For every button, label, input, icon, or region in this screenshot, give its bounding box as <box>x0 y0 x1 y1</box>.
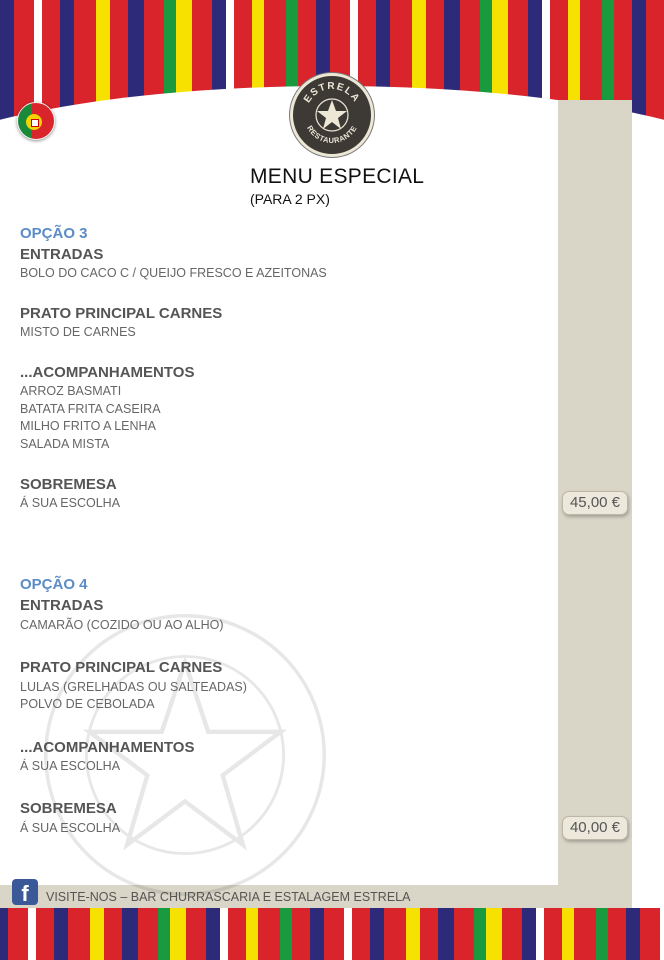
estrela-logo <box>290 73 374 157</box>
option-3-sobremesa-heading: SOBREMESA <box>20 476 117 493</box>
banner-stripe <box>454 908 474 960</box>
banner-stripe <box>228 908 246 960</box>
banner-stripe <box>522 908 536 960</box>
banner-stripe <box>292 908 310 960</box>
option-4-price-badge: 40,00 € <box>562 816 628 840</box>
banner-stripe <box>138 908 158 960</box>
option-3-label: OPÇÃO 3 <box>20 225 88 242</box>
svg-text:RESTAURANTE <box>305 124 359 145</box>
menu-title: MENU ESPECIAL <box>250 165 425 188</box>
option-3-prato-item: MISTO DE CARNES <box>20 325 136 339</box>
banner-stripe <box>596 908 608 960</box>
banner-stripe <box>626 908 640 960</box>
banner-stripe <box>608 908 626 960</box>
banner-stripe <box>54 908 68 960</box>
option-3-acomp-item: MILHO FRITO A LENHA <box>20 419 156 433</box>
banner-stripe <box>406 908 420 960</box>
banner-stripe <box>352 908 370 960</box>
banner-stripe <box>186 908 206 960</box>
option-3-acomp-item: ARROZ BASMATI <box>20 384 122 398</box>
banner-stripe <box>544 908 562 960</box>
banner-stripe <box>280 908 292 960</box>
logo-top-text: ESTRELA <box>301 80 363 105</box>
option-4-prato-item: LULAS (GRELHADAS OU SALTEADAS) <box>20 680 247 694</box>
option-3-acomp-item: SALADA MISTA <box>20 437 110 451</box>
banner-stripe <box>574 908 596 960</box>
logo-bottom-text: RESTAURANTE <box>305 123 359 146</box>
banner-stripe <box>90 908 104 960</box>
banner-stripe <box>158 908 170 960</box>
option-3-price-badge: 45,00 € <box>562 491 628 515</box>
option-3-sobremesa-item: Á SUA ESCOLHA <box>20 496 121 510</box>
option-4-sobremesa-item: Á SUA ESCOLHA <box>20 821 121 835</box>
footer-text[interactable]: VISITE-NOS – BAR CHURRASCARIA E ESTALAGEM ESTRELA <box>46 890 411 904</box>
banner-stripe <box>0 908 8 960</box>
banner-stripe <box>660 908 664 960</box>
banner-stripe <box>420 908 438 960</box>
option-3-entradas-heading: ENTRADAS <box>20 246 104 263</box>
banner-stripe <box>220 908 228 960</box>
banner-stripe <box>8 908 28 960</box>
option-4-sobremesa-heading: SOBREMESA <box>20 800 117 817</box>
banner-stripe <box>474 908 486 960</box>
option-3-acomp-heading: ...ACOMPANHAMENTOS <box>20 364 195 381</box>
portugal-flag-icon[interactable] <box>17 102 55 140</box>
banner-stripe <box>170 908 186 960</box>
option-4-entradas-heading: ENTRADAS <box>20 597 104 614</box>
banner-stripe <box>310 908 324 960</box>
banner-stripe <box>258 908 280 960</box>
banner-stripe <box>370 908 384 960</box>
option-3-entradas-item: BOLO DO CACO C / QUEIJO FRESCO E AZEITONAS <box>20 266 327 280</box>
option-4-label: OPÇÃO 4 <box>20 576 88 593</box>
banner-stripe <box>536 908 544 960</box>
banner-stripe <box>28 908 36 960</box>
banner-stripe <box>246 908 258 960</box>
option-4-entradas-item: CAMARÃO (COZIDO OU AO ALHO) <box>20 618 224 632</box>
facebook-icon[interactable]: f <box>12 879 38 905</box>
banner-stripe <box>104 908 122 960</box>
banner-stripe <box>36 908 54 960</box>
menu-subtitle: (PARA 2 PX) <box>250 191 330 207</box>
banner-stripe <box>206 908 220 960</box>
option-3-prato-heading: PRATO PRINCIPAL CARNES <box>20 305 223 322</box>
banner-stripe <box>486 908 502 960</box>
banner-stripe <box>562 908 574 960</box>
banner-stripe <box>344 908 352 960</box>
banner-stripe <box>68 908 90 960</box>
option-3-acomp-item: BATATA FRITA CASEIRA <box>20 402 161 416</box>
bottom-stripe-banner <box>0 908 664 960</box>
option-4-acomp-heading: ...ACOMPANHAMENTOS <box>20 739 195 756</box>
banner-stripe <box>502 908 522 960</box>
banner-stripe <box>122 908 138 960</box>
banner-stripe <box>324 908 344 960</box>
banner-stripe <box>0 0 14 125</box>
banner-stripe <box>646 0 664 125</box>
banner-stripe <box>632 0 646 125</box>
banner-stripe <box>640 908 660 960</box>
banner-stripe <box>438 908 454 960</box>
option-4-prato-heading: PRATO PRINCIPAL CARNES <box>20 659 223 676</box>
option-4-acomp-item: Á SUA ESCOLHA <box>20 759 121 773</box>
banner-stripe <box>384 908 406 960</box>
option-4-prato-item: POLVO DE CEBOLADA <box>20 697 155 711</box>
